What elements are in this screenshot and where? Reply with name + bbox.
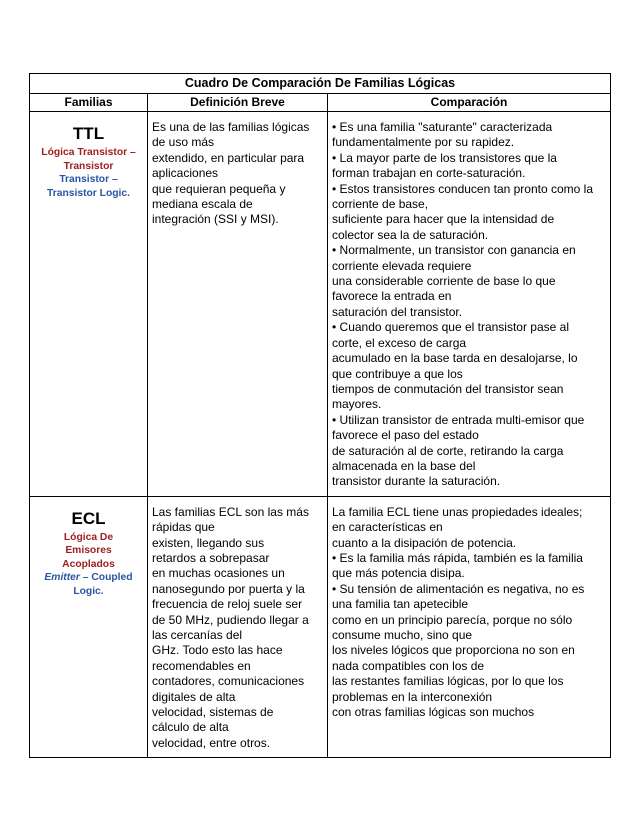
- comparison-text: [328, 112, 610, 496]
- text-line: • Es la familia más rápida, también es la familia: [332, 550, 583, 565]
- text-line: que contribuye a que los: [332, 366, 463, 381]
- text-line: • Cuando queremos que el transistor pase al: [332, 320, 570, 335]
- text-line: • Es una familia "saturante" caracterizada: [332, 120, 553, 134]
- text-line: transistor durante la saturación.: [332, 474, 501, 489]
- family-subtitle-english: Transistor – Transistor Logic.: [47, 174, 130, 199]
- text-line: retardos a sobrepasar: [152, 550, 270, 565]
- comparison-document: [29, 73, 610, 758]
- text-line: las restantes familias lógicas, por lo que los: [332, 674, 564, 689]
- subtitle-rest: – Coupled Logic.: [73, 572, 133, 597]
- text-line: corriente de base,: [332, 197, 429, 212]
- text-line: GHz. Todo esto las hace: [152, 643, 283, 658]
- text-line: tiempos de conmutación del transistor sean: [332, 381, 564, 396]
- definition-cell-ecl: [148, 496, 328, 758]
- text-line: Las familias ECL son las más: [152, 504, 309, 519]
- text-line: mayores.: [332, 397, 382, 412]
- table-row: [30, 496, 611, 758]
- text-line: con otras familias lógicas son muchos: [332, 705, 535, 720]
- family-name: TTL: [72, 124, 105, 143]
- text-line: suficiente para hacer que la intensidad de: [332, 212, 555, 227]
- definition-text: [148, 112, 327, 234]
- text-line: que más potencia disipa.: [332, 566, 465, 581]
- text-line: fundamentalmente por su rapidez.: [332, 135, 515, 150]
- text-line: en características en: [332, 520, 443, 535]
- text-line: cuanto a la disipación de potencia.: [332, 535, 517, 550]
- subtitle-italic-part: Emitter: [44, 572, 80, 584]
- text-line: forman trabajan en corte-saturación.: [332, 166, 526, 181]
- text-line: favorece el paso del estado: [332, 428, 479, 443]
- table-title: Cuadro De Comparación De Familias Lógicas: [30, 74, 611, 94]
- header-familias: Familias: [30, 94, 148, 112]
- text-line: saturación del transistor.: [332, 304, 463, 319]
- definition-cell-ttl: [148, 112, 328, 497]
- text-line: problemas en la interconexión: [332, 689, 493, 704]
- text-line: favorece la entrada en: [332, 289, 452, 304]
- family-cell-ecl: [30, 496, 148, 758]
- header-comparacion: Comparación: [328, 94, 611, 112]
- text-line: Es una de las familias lógicas: [152, 120, 310, 134]
- text-line: los niveles lógicos que proporciona no son en: [332, 643, 575, 658]
- text-line: • Normalmente, un transistor con ganancia en: [332, 243, 576, 258]
- text-line: velocidad, sistemas de: [152, 705, 274, 720]
- text-line: corte, el exceso de carga: [332, 335, 467, 350]
- text-line: colector sea la de saturación.: [332, 227, 489, 242]
- text-line: que requieran pequeña y: [152, 181, 286, 196]
- text-line: frecuencia de reloj suele ser: [152, 597, 303, 612]
- comparison-table: [29, 73, 611, 758]
- text-line: de saturación al de corte, retirando la carga: [332, 443, 564, 458]
- text-line: corriente elevada requiere: [332, 258, 472, 273]
- text-line: digitales de alta: [152, 689, 236, 704]
- text-line: nanosegundo por puerta y la: [152, 581, 305, 596]
- text-line: almacenada en la base del: [332, 458, 476, 473]
- text-line: extendido, en particular para: [152, 150, 305, 165]
- text-line: • Estos transistores conducen tan pronto como la: [332, 181, 594, 196]
- text-line: en muchas ocasiones un: [152, 566, 285, 581]
- text-line: una familia tan apetecible: [332, 597, 469, 612]
- family-cell-ttl: [30, 112, 148, 497]
- text-line: como en un principio parecía, porque no sólo: [332, 612, 573, 627]
- family-subtitle-spanish: Lógica De Emisores Acoplados: [62, 531, 115, 570]
- text-line: rápidas que: [152, 520, 215, 535]
- text-line: consume mucho, sino que: [332, 628, 473, 642]
- comparison-text: [328, 497, 610, 727]
- table-row: [30, 112, 611, 497]
- text-line: • Utilizan transistor de entrada multi-emisor que: [332, 412, 585, 427]
- family-subtitle-spanish: Lógica Transistor – Transistor: [41, 147, 136, 172]
- comparison-cell-ecl: [328, 496, 611, 758]
- text-line: las cercanías del: [152, 628, 243, 642]
- text-line: una considerable corriente de base lo que: [332, 274, 556, 289]
- text-line: mediana escala de: [152, 197, 253, 212]
- family-subtitle-english: [30, 571, 147, 598]
- text-line: La familia ECL tiene unas propiedades ideales;: [332, 504, 583, 519]
- header-definicion: Definición Breve: [148, 94, 328, 112]
- text-line: nada compatibles con los de: [332, 658, 485, 673]
- text-line: recomendables en: [152, 658, 251, 673]
- text-line: de 50 MHz, pudiendo llegar a: [152, 612, 309, 627]
- text-line: integración (SSI y MSI).: [152, 212, 279, 227]
- text-line: aplicaciones: [152, 166, 219, 181]
- text-line: cálculo de alta: [152, 720, 229, 735]
- text-line: velocidad, entre otros.: [152, 735, 271, 750]
- text-line: existen, llegando sus: [152, 535, 265, 550]
- text-line: • Su tensión de alimentación es negativa, no es: [332, 581, 585, 596]
- text-line: acumulado en la base tarda en desalojarse, lo: [332, 351, 578, 366]
- text-line: contadores, comunicaciones: [152, 674, 305, 689]
- text-line: • La mayor parte de los transistores que la: [332, 150, 557, 165]
- comparison-cell-ttl: [328, 112, 611, 497]
- text-line: de uso más: [152, 135, 215, 150]
- definition-text: [148, 497, 327, 758]
- family-name: ECL: [71, 508, 106, 528]
